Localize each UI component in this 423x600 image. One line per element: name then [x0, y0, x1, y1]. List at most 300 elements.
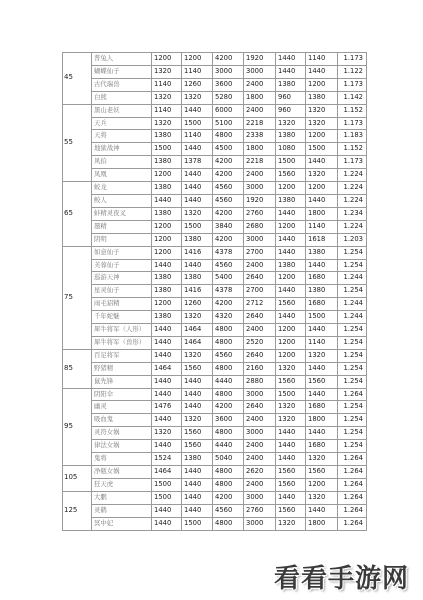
table-row: [63, 259, 367, 272]
value-cell: 2160: [244, 362, 276, 375]
value-cell: 1560: [306, 466, 338, 479]
value-cell: 1680: [306, 401, 338, 414]
value-cell: 1416: [182, 246, 213, 259]
value-cell: 1320: [276, 362, 306, 375]
level-cell: 45: [63, 53, 92, 105]
value-cell: 2640: [244, 272, 276, 285]
value-cell: 1200: [276, 349, 306, 362]
value-cell: 1440: [306, 324, 338, 337]
table-row: [63, 78, 367, 91]
value-cell: 2760: [244, 207, 276, 220]
table-row: [63, 156, 367, 169]
value-cell: 5100: [213, 117, 244, 130]
table-row: [63, 414, 367, 427]
name-cell: 如意仙子: [92, 246, 152, 259]
value-cell: 1440: [182, 401, 213, 414]
value-cell: 1.173: [338, 78, 367, 91]
value-cell: 1.264: [338, 388, 367, 401]
value-cell: 1320: [182, 91, 213, 104]
value-cell: 1440: [182, 466, 213, 479]
value-cell: 2400: [244, 414, 276, 427]
value-cell: 4500: [213, 143, 244, 156]
value-cell: 2760: [244, 504, 276, 517]
table-row: [63, 311, 367, 324]
value-cell: 1260: [182, 298, 213, 311]
value-cell: 4800: [213, 324, 244, 337]
name-cell: 大鹏: [92, 491, 152, 504]
value-cell: 1500: [182, 220, 213, 233]
value-cell: 2640: [244, 311, 276, 324]
value-cell: 1500: [152, 143, 182, 156]
table-row: [63, 491, 367, 504]
value-cell: 4378: [213, 285, 244, 298]
value-cell: 2400: [244, 78, 276, 91]
name-cell: 古代瑞兽: [92, 78, 152, 91]
table-row: [63, 453, 367, 466]
value-cell: 4560: [213, 504, 244, 517]
value-cell: 4200: [213, 207, 244, 220]
value-cell: 1200: [276, 324, 306, 337]
value-cell: 1440: [152, 375, 182, 388]
value-cell: 1440: [276, 440, 306, 453]
name-cell: 蚌精灵夜叉: [92, 207, 152, 220]
value-cell: 1320: [306, 117, 338, 130]
value-cell: 1.264: [338, 466, 367, 479]
pet-stats-table: [62, 52, 367, 531]
value-cell: 1.264: [338, 478, 367, 491]
table-row: [63, 324, 367, 337]
name-cell: 冥中妃: [92, 517, 152, 530]
value-cell: 1440: [182, 388, 213, 401]
value-cell: 1320: [152, 427, 182, 440]
table-row: [63, 362, 367, 375]
value-cell: 4800: [213, 478, 244, 491]
name-cell: 凤凰: [92, 169, 152, 182]
value-cell: 1320: [306, 169, 338, 182]
value-cell: 4800: [213, 388, 244, 401]
value-cell: 1800: [306, 207, 338, 220]
value-cell: 1560: [276, 504, 306, 517]
value-cell: 1320: [276, 414, 306, 427]
value-cell: 1.234: [338, 207, 367, 220]
value-cell: 1.244: [338, 311, 367, 324]
table-row: [63, 517, 367, 530]
level-cell: 75: [63, 246, 92, 349]
table-row: [63, 388, 367, 401]
value-cell: 1200: [152, 53, 182, 66]
value-cell: 1380: [152, 156, 182, 169]
value-cell: 1.254: [338, 375, 367, 388]
name-cell: 蛟龙: [92, 182, 152, 195]
value-cell: 1.254: [338, 285, 367, 298]
value-cell: 4800: [213, 517, 244, 530]
value-cell: 1.254: [338, 440, 367, 453]
value-cell: 1.173: [338, 53, 367, 66]
value-cell: 1440: [276, 453, 306, 466]
value-cell: 1.224: [338, 169, 367, 182]
name-cell: 百足将军: [92, 349, 152, 362]
value-cell: 1476: [152, 401, 182, 414]
value-cell: 4200: [213, 169, 244, 182]
value-cell: 1560: [182, 440, 213, 453]
value-cell: 1524: [152, 453, 182, 466]
value-cell: 1140: [182, 130, 213, 143]
value-cell: 1.173: [338, 156, 367, 169]
value-cell: 1440: [152, 194, 182, 207]
value-cell: 1200: [306, 182, 338, 195]
value-cell: 1800: [244, 143, 276, 156]
name-cell: 巡游天神: [92, 272, 152, 285]
table-row: [63, 91, 367, 104]
value-cell: 5040: [213, 453, 244, 466]
value-cell: 2400: [244, 478, 276, 491]
table-row: [63, 478, 367, 491]
value-cell: 1.224: [338, 220, 367, 233]
name-cell: 天将: [92, 130, 152, 143]
level-cell: 55: [63, 104, 92, 181]
table-body: [63, 53, 367, 531]
value-cell: 4200: [213, 491, 244, 504]
table-row: [63, 182, 367, 195]
value-cell: 1560: [306, 375, 338, 388]
value-cell: 5400: [213, 272, 244, 285]
value-cell: 1380: [152, 130, 182, 143]
value-cell: 1560: [276, 298, 306, 311]
value-cell: 2218: [244, 156, 276, 169]
value-cell: 1500: [182, 117, 213, 130]
table-row: [63, 298, 367, 311]
name-cell: 净瓶女娲: [92, 466, 152, 479]
value-cell: 1200: [276, 336, 306, 349]
table-row: [63, 65, 367, 78]
value-cell: 4440: [213, 440, 244, 453]
value-cell: 1440: [152, 504, 182, 517]
value-cell: 1440: [152, 440, 182, 453]
table-row: [63, 143, 367, 156]
value-cell: 4560: [213, 349, 244, 362]
value-cell: 960: [276, 104, 306, 117]
value-cell: 2640: [244, 349, 276, 362]
value-cell: 1440: [276, 65, 306, 78]
name-cell: 灵鹤: [92, 504, 152, 517]
name-cell: 狂天虎: [92, 478, 152, 491]
value-cell: 1140: [152, 78, 182, 91]
value-cell: 1.264: [338, 453, 367, 466]
table-row: [63, 117, 367, 130]
value-cell: 3600: [213, 414, 244, 427]
name-cell: 普兔人: [92, 53, 152, 66]
value-cell: 1440: [276, 491, 306, 504]
value-cell: 1.203: [338, 233, 367, 246]
value-cell: 1260: [182, 78, 213, 91]
value-cell: 1800: [244, 91, 276, 104]
name-cell: 阴明: [92, 233, 152, 246]
value-cell: 1200: [152, 298, 182, 311]
value-cell: 1440: [152, 517, 182, 530]
value-cell: 1380: [152, 311, 182, 324]
value-cell: 1440: [152, 259, 182, 272]
value-cell: 1380: [182, 272, 213, 285]
value-cell: 3000: [244, 388, 276, 401]
value-cell: 2620: [244, 466, 276, 479]
value-cell: 4800: [213, 362, 244, 375]
value-cell: 1440: [306, 362, 338, 375]
value-cell: 1560: [276, 169, 306, 182]
value-cell: 4200: [213, 156, 244, 169]
value-cell: 1.254: [338, 349, 367, 362]
value-cell: 4200: [213, 401, 244, 414]
value-cell: 1320: [152, 91, 182, 104]
table-row: [63, 285, 367, 298]
value-cell: 1380: [276, 78, 306, 91]
table-row: [63, 207, 367, 220]
value-cell: 1500: [182, 517, 213, 530]
table-row: [63, 130, 367, 143]
value-cell: 1200: [152, 169, 182, 182]
table-row: [63, 440, 367, 453]
value-cell: 1.122: [338, 65, 367, 78]
value-cell: 4320: [213, 311, 244, 324]
value-cell: 1440: [152, 414, 182, 427]
value-cell: 2700: [244, 285, 276, 298]
value-cell: 1200: [306, 130, 338, 143]
value-cell: 4560: [213, 194, 244, 207]
value-cell: 1440: [306, 504, 338, 517]
value-cell: 1.264: [338, 504, 367, 517]
value-cell: 4378: [213, 246, 244, 259]
value-cell: 1200: [276, 272, 306, 285]
value-cell: 1200: [306, 78, 338, 91]
name-cell: 灵符女娲: [92, 427, 152, 440]
value-cell: 1440: [276, 311, 306, 324]
value-cell: 3000: [244, 65, 276, 78]
value-cell: 1440: [182, 182, 213, 195]
value-cell: 1440: [182, 375, 213, 388]
name-cell: 鲛人: [92, 194, 152, 207]
name-cell: 千年蛇魅: [92, 311, 152, 324]
value-cell: 1.244: [338, 272, 367, 285]
value-cell: 1680: [306, 440, 338, 453]
value-cell: 1380: [152, 207, 182, 220]
table-row: [63, 233, 367, 246]
value-cell: 1440: [306, 259, 338, 272]
value-cell: 4200: [213, 53, 244, 66]
value-cell: 1140: [306, 220, 338, 233]
value-cell: 2400: [244, 104, 276, 117]
value-cell: 2880: [244, 375, 276, 388]
value-cell: 1320: [306, 104, 338, 117]
value-cell: 1380: [152, 272, 182, 285]
name-cell: 蝴蝶仙子: [92, 65, 152, 78]
value-cell: 1800: [306, 414, 338, 427]
name-cell: 芙蓉仙子: [92, 259, 152, 272]
value-cell: 1320: [152, 117, 182, 130]
level-cell: 95: [63, 388, 92, 465]
value-cell: 2640: [244, 401, 276, 414]
name-cell: 鬼将: [92, 453, 152, 466]
value-cell: 1464: [182, 324, 213, 337]
value-cell: 4200: [213, 298, 244, 311]
value-cell: 1440: [276, 233, 306, 246]
value-cell: 1200: [152, 233, 182, 246]
value-cell: 1380: [182, 233, 213, 246]
table-row: [63, 336, 367, 349]
value-cell: 4800: [213, 427, 244, 440]
value-cell: 1440: [152, 388, 182, 401]
value-cell: 1440: [306, 156, 338, 169]
value-cell: 1.254: [338, 336, 367, 349]
value-cell: 1380: [152, 182, 182, 195]
value-cell: 1200: [276, 220, 306, 233]
value-cell: 1.224: [338, 194, 367, 207]
value-cell: 1618: [306, 233, 338, 246]
value-cell: 1.264: [338, 517, 367, 530]
name-cell: 黑山老妖: [92, 104, 152, 117]
value-cell: 3000: [213, 65, 244, 78]
value-cell: 1800: [306, 517, 338, 530]
value-cell: 1140: [182, 65, 213, 78]
value-cell: 1320: [276, 117, 306, 130]
value-cell: 4800: [213, 466, 244, 479]
value-cell: 1440: [182, 478, 213, 491]
value-cell: 3000: [244, 182, 276, 195]
value-cell: 1320: [276, 517, 306, 530]
value-cell: 1440: [276, 53, 306, 66]
value-cell: 2400: [244, 324, 276, 337]
value-cell: 1.254: [338, 362, 367, 375]
value-cell: 1.254: [338, 246, 367, 259]
value-cell: 1080: [276, 143, 306, 156]
value-cell: 1.244: [338, 298, 367, 311]
table-row: [63, 401, 367, 414]
level-cell: 125: [63, 491, 92, 530]
value-cell: 1200: [306, 478, 338, 491]
value-cell: 4440: [213, 375, 244, 388]
value-cell: 1560: [276, 375, 306, 388]
name-cell: 阴阳伞: [92, 388, 152, 401]
value-cell: 1200: [152, 220, 182, 233]
value-cell: 1920: [244, 53, 276, 66]
value-cell: 4560: [213, 259, 244, 272]
value-cell: 1.254: [338, 427, 367, 440]
value-cell: 2338: [244, 130, 276, 143]
value-cell: 1380: [306, 246, 338, 259]
value-cell: 1380: [152, 285, 182, 298]
value-cell: 1320: [306, 491, 338, 504]
value-cell: 1378: [182, 156, 213, 169]
value-cell: 5280: [213, 91, 244, 104]
value-cell: 1.254: [338, 414, 367, 427]
value-cell: 4800: [213, 130, 244, 143]
value-cell: 2680: [244, 220, 276, 233]
value-cell: 3840: [213, 220, 244, 233]
name-cell: 律法女娲: [92, 440, 152, 453]
value-cell: 1440: [152, 349, 182, 362]
value-cell: 1320: [182, 207, 213, 220]
value-cell: 1440: [306, 427, 338, 440]
value-cell: 1320: [276, 401, 306, 414]
table-row: [63, 466, 367, 479]
value-cell: 1320: [182, 311, 213, 324]
value-cell: 3000: [244, 233, 276, 246]
value-cell: 1560: [276, 466, 306, 479]
value-cell: 1440: [306, 194, 338, 207]
name-cell: 天兵: [92, 117, 152, 130]
watermark-text: 看看手游网: [273, 563, 409, 594]
value-cell: 1.254: [338, 324, 367, 337]
value-cell: 2400: [244, 453, 276, 466]
value-cell: 1500: [306, 311, 338, 324]
value-cell: 1680: [306, 272, 338, 285]
value-cell: 1440: [182, 143, 213, 156]
value-cell: 1320: [182, 349, 213, 362]
value-cell: 1200: [152, 246, 182, 259]
value-cell: 1500: [152, 491, 182, 504]
value-cell: 1440: [182, 194, 213, 207]
value-cell: 1464: [152, 466, 182, 479]
value-cell: 1500: [306, 143, 338, 156]
value-cell: 2520: [244, 336, 276, 349]
table-row: [63, 375, 367, 388]
value-cell: 2400: [244, 259, 276, 272]
name-cell: 幽灵: [92, 401, 152, 414]
value-cell: 1380: [276, 194, 306, 207]
value-cell: 6000: [213, 104, 244, 117]
value-cell: 1380: [306, 285, 338, 298]
value-cell: 1.224: [338, 182, 367, 195]
value-cell: 1440: [182, 169, 213, 182]
value-cell: 4800: [213, 336, 244, 349]
value-cell: 1464: [152, 362, 182, 375]
value-cell: 1380: [306, 91, 338, 104]
name-cell: 蜃精: [92, 220, 152, 233]
value-cell: 1440: [276, 207, 306, 220]
name-cell: 风伯: [92, 156, 152, 169]
value-cell: 1140: [306, 336, 338, 349]
value-cell: 1380: [276, 130, 306, 143]
value-cell: 4560: [213, 182, 244, 195]
watermark: [274, 558, 409, 594]
value-cell: 3000: [244, 517, 276, 530]
value-cell: 1560: [182, 427, 213, 440]
value-cell: 1500: [276, 388, 306, 401]
value-cell: 2400: [244, 169, 276, 182]
value-cell: 3600: [213, 78, 244, 91]
value-cell: 1500: [152, 478, 182, 491]
value-cell: 1200: [276, 182, 306, 195]
value-cell: 1.183: [338, 130, 367, 143]
value-cell: 960: [276, 91, 306, 104]
value-cell: 3000: [244, 427, 276, 440]
value-cell: 1200: [182, 53, 213, 66]
value-cell: 1440: [182, 104, 213, 117]
name-cell: 鼠先锋: [92, 375, 152, 388]
name-cell: 雨毛貂精: [92, 298, 152, 311]
value-cell: 1440: [182, 491, 213, 504]
value-cell: 1140: [152, 104, 182, 117]
value-cell: 1.254: [338, 401, 367, 414]
value-cell: 1440: [276, 427, 306, 440]
value-cell: 1440: [182, 259, 213, 272]
table-row: [63, 104, 367, 117]
value-cell: 1380: [182, 453, 213, 466]
value-cell: 1440: [152, 336, 182, 349]
value-cell: 1560: [276, 478, 306, 491]
value-cell: 4200: [213, 233, 244, 246]
value-cell: 1416: [182, 285, 213, 298]
value-cell: 1.152: [338, 143, 367, 156]
value-cell: 2218: [244, 117, 276, 130]
